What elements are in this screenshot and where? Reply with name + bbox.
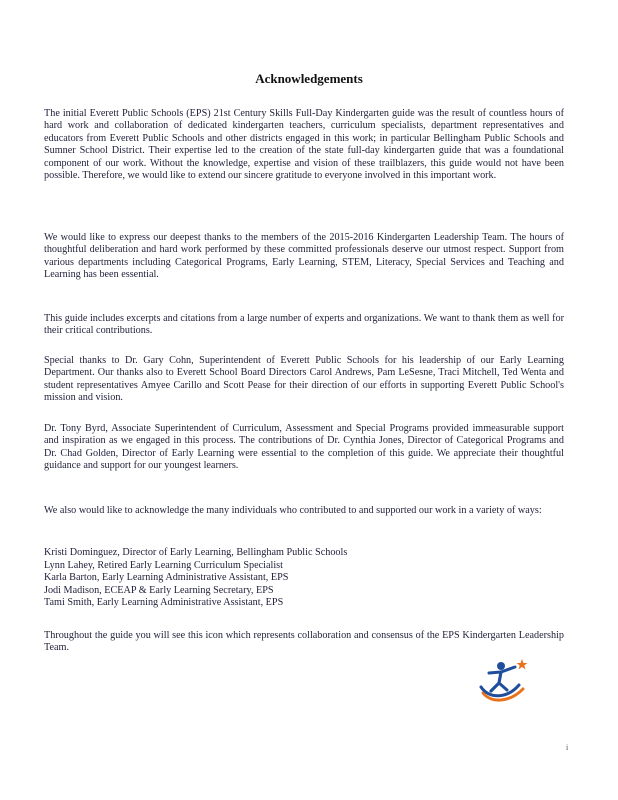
page-number: i xyxy=(566,743,569,752)
paragraph-leadership-team: We would like to express our deepest thanks to the members of the 2015-2016 Kindergarten Leadership Team. The hours of thoughtful deliberation and hard work performed by these committed professionals deserve our utmost respect. Support from various departments including Categorical Programs, Early Learning, STEM, Literacy, Special Services and Teaching and Learning has been essential. xyxy=(44,232,564,281)
paragraph-guide-includes: This guide includes excerpts and citations from a large number of experts and organizations. We want to thank them as well for their critical contributions. xyxy=(44,313,564,337)
paragraph-special-thanks: Special thanks to Dr. Gary Cohn, Superintendent of Everett Public Schools for his leadership of our Early Learning Department. Our thanks also to Everett School Board Directors Carol Andrews, Pam LeSesne, Traci Mitchell, Ted Wenta and student representatives Amyee Carillo and Scott Pease for their direction of our efforts in supporting Everett Public School's mission and vision. xyxy=(44,355,564,404)
paragraph-acknowledge: We also would like to acknowledge the many individuals who contributed to and supported our work in a variety of ways: xyxy=(44,505,542,516)
paragraph-associate-superintendent: Dr. Tony Byrd, Associate Superintendent of Curriculum, Assessment and Special Programs provided immeasurable support and inspiration as we engaged in this process. The contributions of Dr. Cynthia Jones, Director of Categorical Programs and Dr. Chad Golden, Director of Early Learning were essential to the completion of this guide. We appreciate their thoughtful guidance and support for our youngest learners. xyxy=(44,423,564,472)
paragraph-intro: The initial Everett Public Schools (EPS) 21st Century Skills Full-Day Kindergarten guide was the result of countless hours of hard work and collaboration of dedicated kindergarten teachers, curriculum specialists, department representatives and educators from Everett Public Schools and other districts engaged in this work; in particular Bellingham Public Schools and Sumner School District. Their expertise led to the creation of the state full-day kindergarten guide that was a foundational component of our work. Without the knowledge, expertise and vision of these trailblazers, this guide would not have been possible. Therefore, we would like to extend our sincere gratitude to everyone involved in this important work. xyxy=(44,108,564,182)
list-item: Lynn Lahey, Retired Early Learning Curriculum Specialist xyxy=(44,559,283,571)
contributor-list xyxy=(44,547,444,610)
list-item: Karla Barton, Early Learning Administrative Assistant, EPS xyxy=(44,572,289,584)
list-item: Kristi Dominguez, Director of Early Learning, Bellingham Public Schools xyxy=(44,547,348,558)
page-title: Acknowledgements xyxy=(255,71,363,86)
list-item: Tami Smith, Early Learning Administrative Assistant, EPS xyxy=(44,597,284,609)
collaboration-star-figure-icon xyxy=(479,657,531,707)
paragraph-closing: Throughout the guide you will see this icon which represents collaboration and consensus of the EPS Kindergarten Leadership Team. xyxy=(44,630,564,654)
list-item: Jodi Madison, ECEAP & Early Learning Secretary, EPS xyxy=(44,584,274,596)
